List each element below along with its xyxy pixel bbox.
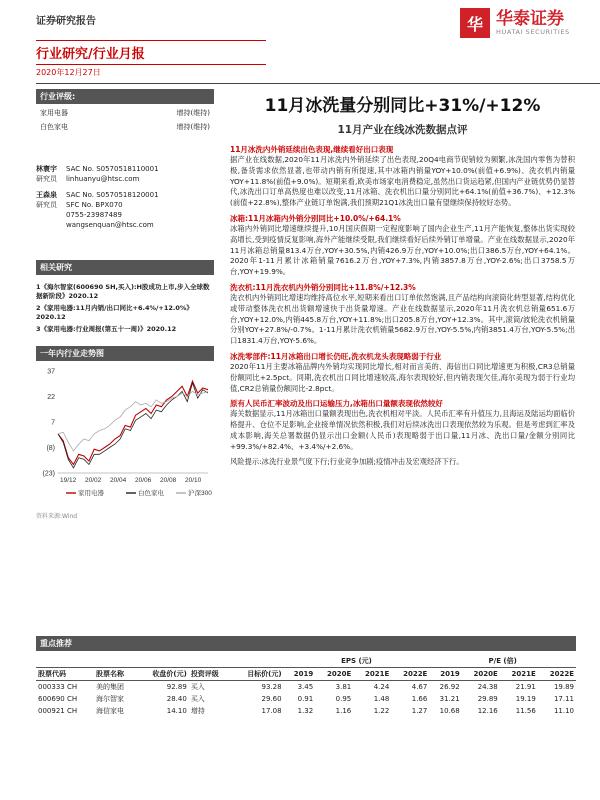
rating-row — [36, 122, 214, 136]
analyst-name: 王森泉 — [36, 191, 57, 199]
section-heading: 11月冰洗内外销延续出色表现,继续看好出口表现 — [230, 145, 394, 154]
header-divider — [36, 83, 600, 84]
recommendation-title: 重点推荐 — [36, 636, 576, 651]
section-body: 2020年11月主要冰箱品牌内外销均实现同比增长,相对而言美的、海信出口同比增速更为积极,CR3总销量份额同比+2.5pct。同期,洗衣机出口同比增速较高,海尔表现较好,但内销表现欠佳,海尔美现为弱于行业均值,CR2总销量份额同比-2.8pct。 — [230, 361, 575, 393]
main-content — [230, 89, 575, 467]
section-body: 洗衣机内外销同比增速均维持高位水平,短期来看出口订单依然饱满,且产品结构向滚筒化转型显著,结构优化或带动整体洗衣机出货额增速快于出货量增速。产业在线数据显示,2020年11月洗衣机总销量651.6万台,YOY+12.0%,内销445.8万台,YOY+11.8%;出口205.8万台,YOY+12.3%。其中,滚筒/波轮洗衣机销量分别YOY+27.8%/-0.7%。1-11月累计洗衣机销量5682.9万台,YOY-5.5%,内销3851.4万台,YOY-5.5%;出口1831.4万台,YOY-5.6%。 — [230, 292, 575, 346]
table-cell: 92.89 — [166, 683, 187, 691]
table-cell: 3.81 — [335, 683, 352, 691]
analyst-email[interactable]: linhuanyu@htsc.com — [66, 175, 140, 183]
table-cell: 1.22 — [373, 707, 390, 715]
related-item[interactable]: 2《家用电器:11月内销/出口同比+6.4%/+12.0%》2020.12 — [36, 304, 193, 321]
table-cell: 26.92 — [439, 683, 460, 691]
brand-logo — [460, 8, 570, 38]
left-sidebar — [36, 89, 214, 520]
analyst-phone: 0755-23987489 — [66, 211, 122, 219]
table-cell: 28.40 — [166, 695, 187, 703]
table-cell: 12.16 — [477, 707, 498, 715]
table-cell: 1.32 — [297, 707, 314, 715]
rating-value: 增持(维持) — [176, 109, 210, 117]
table-cell: 19.19 — [515, 695, 536, 703]
analyst-line: SAC No. S0570518110001 — [66, 165, 159, 173]
x-tick-label: 20/08 — [160, 477, 177, 484]
table-cell: 4.67 — [411, 683, 428, 691]
x-tick-label: 20/02 — [85, 477, 102, 484]
y-tick-label: 7 — [51, 419, 55, 427]
related-section-title: 相关研究 — [36, 260, 214, 275]
legend-label: 白色家电 — [138, 490, 164, 497]
table-cell: 买入 — [190, 683, 205, 691]
table-cell: 17.11 — [553, 695, 574, 703]
trend-chart-svg — [36, 365, 214, 505]
y-tick-label: (8) — [46, 445, 55, 452]
page-title: 11月冰洗量分别同比+31%/+12% — [264, 96, 541, 116]
table-cell: 19.89 — [553, 683, 574, 691]
section-heading: 洗衣机:11月洗衣机内外销分别同比+11.8%/+12.3% — [230, 282, 416, 292]
table-header-cell: 目标价(元) — [232, 668, 284, 681]
section-heading: 冰洗零部件:11月冰箱出口增长仍旺,洗衣机龙头表现略弱于行业 — [230, 351, 442, 361]
related-item[interactable]: 3《家用电器:行业周报(第五十一周)》2020.12 — [36, 325, 177, 333]
section-body: 冰箱内外销同比增速继续提升,10月国庆假期一定程度影响了国内企业生产,11月产能恢复,整体出货实现较高增长,受到疫情反复影响,海外产能继续受限,我们继续看好后续外销订单增量。产业在线数据显示,2020年11月冰箱总销量813.4万台,YOY+30.5%,内销426.9万台,YOY+10.0%;出口386.5万台,YOY+64.1%。2020年1-11月累计冰箱销量7616.2万台,YOY+7.3%,内销3857.8万台,YOY-2.6%;出口3758.5万台,YOY+19.9%。 — [230, 223, 575, 277]
table-cell: 29.89 — [477, 695, 498, 703]
y-tick-label: 22 — [47, 394, 55, 401]
table-cell: 93.28 — [261, 683, 282, 691]
trend-chart — [36, 365, 214, 509]
analyst-line: SAC No. S0570518120001 — [66, 191, 159, 199]
section-body: 据产业在线数据,2020年11月冰洗内外销延续了出色表现,20Q4电商节促销较为频繁,冰洗国内零售为替积极,备货需求依然显著,也带动内销有所提速,其中冰箱内销量YOY+10.0%(前值+6.9%)、洗衣机内销量YOY+11.8%(前值+9.0%)。短期来看,欧美市场家电消费稳定,虽然出口货运趋紧,但国内产业链优势仍显替代,冰洗出口订单高热度也难以改变,11月冰箱、洗衣机出口量分别同比+64.1%(前值+36.7%)、+12.3%(前值+22.8%),整体产业链订单饱满,我们预期21Q1冰洗出口量有望继续保持较好态势。 — [230, 155, 575, 208]
table-cell: 0.95 — [335, 695, 352, 703]
table-header-cell: 投资评级 — [189, 668, 232, 681]
legend-label: 沪深300 — [188, 490, 212, 497]
table-header-cell: 2022E — [538, 668, 576, 681]
related-item[interactable]: 1《海尔智家(600690 SH,买入):H股成功上市,步入全球数据新阶段》2020.12 — [36, 283, 210, 300]
x-tick-label: 20/10 — [185, 477, 202, 484]
analyst-email[interactable]: wangsenquan@htsc.com — [66, 221, 154, 229]
logo-name: 华泰证券 — [496, 9, 564, 29]
table-row — [36, 681, 576, 694]
x-tick-label: 20/06 — [135, 477, 152, 484]
recommendation-table — [36, 655, 576, 717]
table-cell: 1.66 — [411, 695, 428, 703]
y-tick-label: (23) — [42, 470, 55, 478]
table-cell: 0.91 — [297, 695, 314, 703]
table-header-cell: 股票名称 — [94, 668, 137, 681]
table-cell: 600690 CH — [38, 695, 78, 703]
table-cell: 1.16 — [335, 707, 352, 715]
x-tick-label: 19/12 — [60, 477, 77, 484]
section-heading: 原有人民币汇率波动及出口运输压力,冰箱出口量额表现依然较好 — [230, 399, 443, 409]
rating-sector: 白色家电 — [40, 123, 68, 131]
logo-english: HUATAI SECURITIES — [496, 28, 570, 36]
report-type: 行业研究/行业月报 — [36, 40, 266, 65]
report-tag: 证券研究报告 — [36, 16, 96, 27]
table-header-cell: 2022E — [391, 668, 429, 681]
analyst-line: SFC No. BPX070 — [66, 201, 123, 209]
rating-section-title: 行业评级: — [36, 89, 214, 104]
table-cell: 10.68 — [439, 707, 460, 715]
analyst-block — [36, 164, 214, 184]
table-header-cell: 2021E — [353, 668, 391, 681]
y-tick-label: 37 — [47, 368, 55, 376]
table-cell: 14.10 — [166, 707, 187, 715]
table-cell: 17.08 — [261, 707, 282, 715]
analyst-name: 林寰宇 — [36, 165, 57, 173]
table-cell: 000921 CH — [38, 707, 78, 715]
section-heading: 冰箱:11月冰箱内外销分别同比+10.0%/+64.1% — [230, 213, 401, 223]
rating-sector: 家用电器 — [40, 109, 68, 117]
section-body: 海关数据显示,11月冰箱出口量额表现出色,洗衣机相对平淡。人民币汇率有升值压力,且海运及陆运均面临价格提升、仓位不足影响,企业接单情况依然积极,我们对后续冰洗出口表现依然较为乐观。但是考虑到汇率及成本影响,海关总署数据仍显示出口金额(人民币)表现略弱于出口量,11月冰、洗出口量/金额分别同比+99.3%/+82.4%、+3.4%/+2.6%。 — [230, 409, 575, 451]
table-cell: 1.27 — [411, 707, 428, 715]
table-cell: 海尔智家 — [96, 695, 125, 703]
table-header-cell: 2019 — [284, 668, 316, 681]
table-header-cell: 2020E — [315, 668, 353, 681]
page-subtitle: 11月产业在线冰洗数据点评 — [337, 124, 468, 136]
table-cell: 海信家电 — [96, 707, 125, 715]
pe-group-label: P/E (倍) — [429, 655, 576, 668]
table-cell: 21.91 — [515, 683, 536, 691]
table-cell: 24.38 — [477, 683, 498, 691]
table-cell: 31.21 — [439, 695, 460, 703]
table-group-header — [36, 655, 576, 668]
table-row — [36, 693, 576, 705]
eps-group-label: EPS (元) — [284, 655, 430, 668]
table-cell: 11.10 — [553, 707, 574, 715]
recommendation-section — [36, 636, 576, 717]
table-header-cell: 股票代码 — [36, 668, 94, 681]
table-cell: 买入 — [190, 695, 205, 703]
analyst-role: 研究员 — [36, 175, 57, 183]
x-tick-label: 20/04 — [110, 477, 127, 484]
table-cell: 000333 CH — [38, 683, 78, 691]
table-cell: 1.48 — [373, 695, 390, 703]
table-cell: 增持 — [190, 707, 205, 715]
table-cell: 3.45 — [297, 683, 314, 691]
logo-mark-icon: 华 — [460, 8, 490, 38]
risk-note: 风险提示:冰洗行业景气度下行;行业竞争加剧;疫情冲击及宏观经济下行。 — [230, 456, 464, 466]
chart-source: 资料来源:Wind — [36, 513, 78, 520]
rating-row — [36, 104, 214, 122]
analyst-block — [36, 190, 214, 230]
series-line — [58, 381, 208, 464]
table-cell: 11.56 — [515, 707, 536, 715]
analyst-role: 研究员 — [36, 201, 57, 209]
table-header-cell: 2019 — [429, 668, 461, 681]
table-header-cell: 2021E — [500, 668, 538, 681]
table-cell: 29.60 — [261, 695, 282, 703]
chart-section-title: 一年内行业走势图 — [36, 346, 214, 361]
legend-label: 家用电器 — [78, 490, 104, 497]
table-cell: 美的集团 — [96, 683, 125, 691]
table-row — [36, 705, 576, 717]
table-header-row — [36, 668, 576, 681]
report-date: 2020年12月27日 — [36, 68, 101, 77]
table-header-cell: 收盘价(元) — [137, 668, 189, 681]
table-cell: 4.24 — [373, 683, 390, 691]
rating-value: 增持(维持) — [176, 123, 210, 131]
table-header-cell: 2020E — [462, 668, 500, 681]
